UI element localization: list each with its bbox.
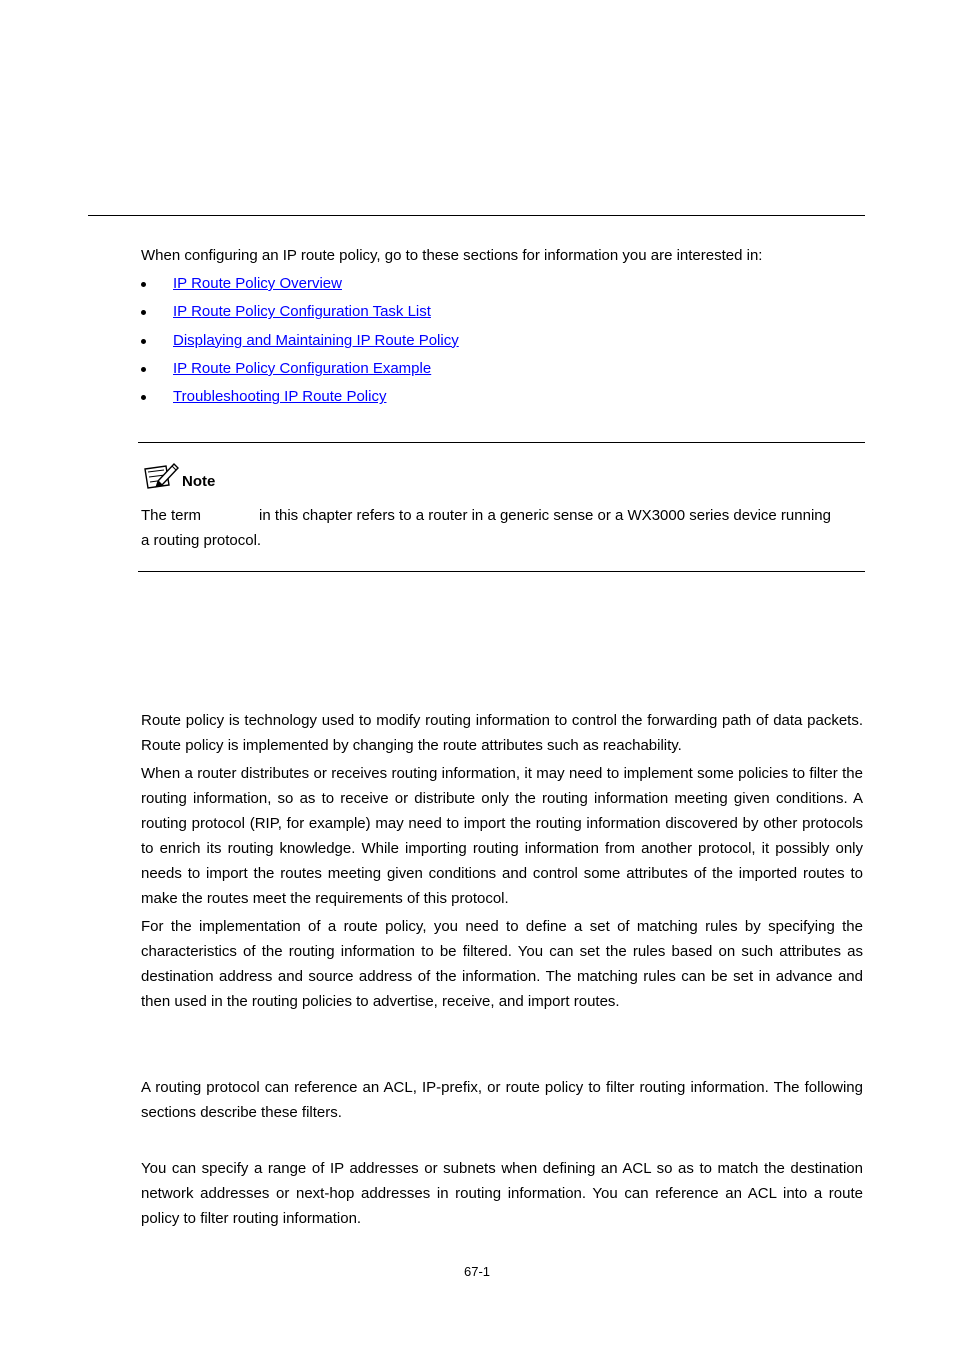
note-top-divider <box>138 442 865 443</box>
note-pencil-icon <box>142 461 180 491</box>
overview-paragraph-3: For the implementation of a route policy, you need to define a set of matching rules by specifying the characteristics of the routing information to be filtered. You can set the rules based on such attributes as destination address and source address of the information. The matching rules can be set in advance and then used in the routing policies to advertise, receive, and import routes. <box>141 918 863 1010</box>
note-label: Note <box>182 473 216 490</box>
note-bottom-divider <box>138 571 865 572</box>
chapter-divider <box>88 215 865 216</box>
link-configuration-task-list[interactable]: IP Route Policy Configuration Task List <box>173 303 431 321</box>
overview-paragraph-1: Route policy is technology used to modify routing information to control the forwarding path of data packets. Route policy is implemented by changing the route attributes such as reachability. <box>141 712 863 754</box>
link-configuration-example[interactable]: IP Route Policy Configuration Example <box>173 359 432 377</box>
link-troubleshooting[interactable]: Troubleshooting IP Route Policy <box>173 388 387 406</box>
bullet-icon <box>141 282 146 287</box>
intro-lead: When configuring an IP route policy, go to these sections for information you are interested in: <box>141 247 763 264</box>
note-text-line2: a routing protocol. <box>141 532 262 549</box>
note-text-rest: in this chapter refers to a router in a generic sense or a WX3000 series device running <box>259 507 831 524</box>
link-displaying-and-maintaining[interactable]: Displaying and Maintaining IP Route Policy <box>173 331 459 349</box>
filters-paragraph: A routing protocol can reference an ACL, IP-prefix, or route policy to filter routing information. The following sections describe these filters. <box>141 1079 863 1121</box>
page-number: 67-1 <box>463 1264 491 1279</box>
acl-paragraph: You can specify a range of IP addresses or subnets when defining an ACL so as to match the destination network addresses or next-hop addresses in routing information. You can reference an ACL into a route policy to filter routing information. <box>141 1160 863 1227</box>
note-text-start: The term <box>141 507 202 524</box>
bullet-icon <box>141 395 146 400</box>
link-ip-route-policy-overview[interactable]: IP Route Policy Overview <box>173 275 342 292</box>
bullet-icon <box>141 367 146 372</box>
overview-paragraph-2: When a router distributes or receives routing information, it may need to implement some policies to filter the routing information, so as to receive or distribute only the routing information meeting given conditions. A routing protocol (RIP, for example) may need to import the routing information discovered by other protocols to enrich its routing knowledge. While importing routing information from another protocol, it possibly only needs to import the routes meeting given conditions and control some attributes of the imported routes to make the routes meet the requirements of this protocol. <box>141 765 863 907</box>
bullet-icon <box>141 339 146 344</box>
bullet-icon <box>141 310 146 315</box>
